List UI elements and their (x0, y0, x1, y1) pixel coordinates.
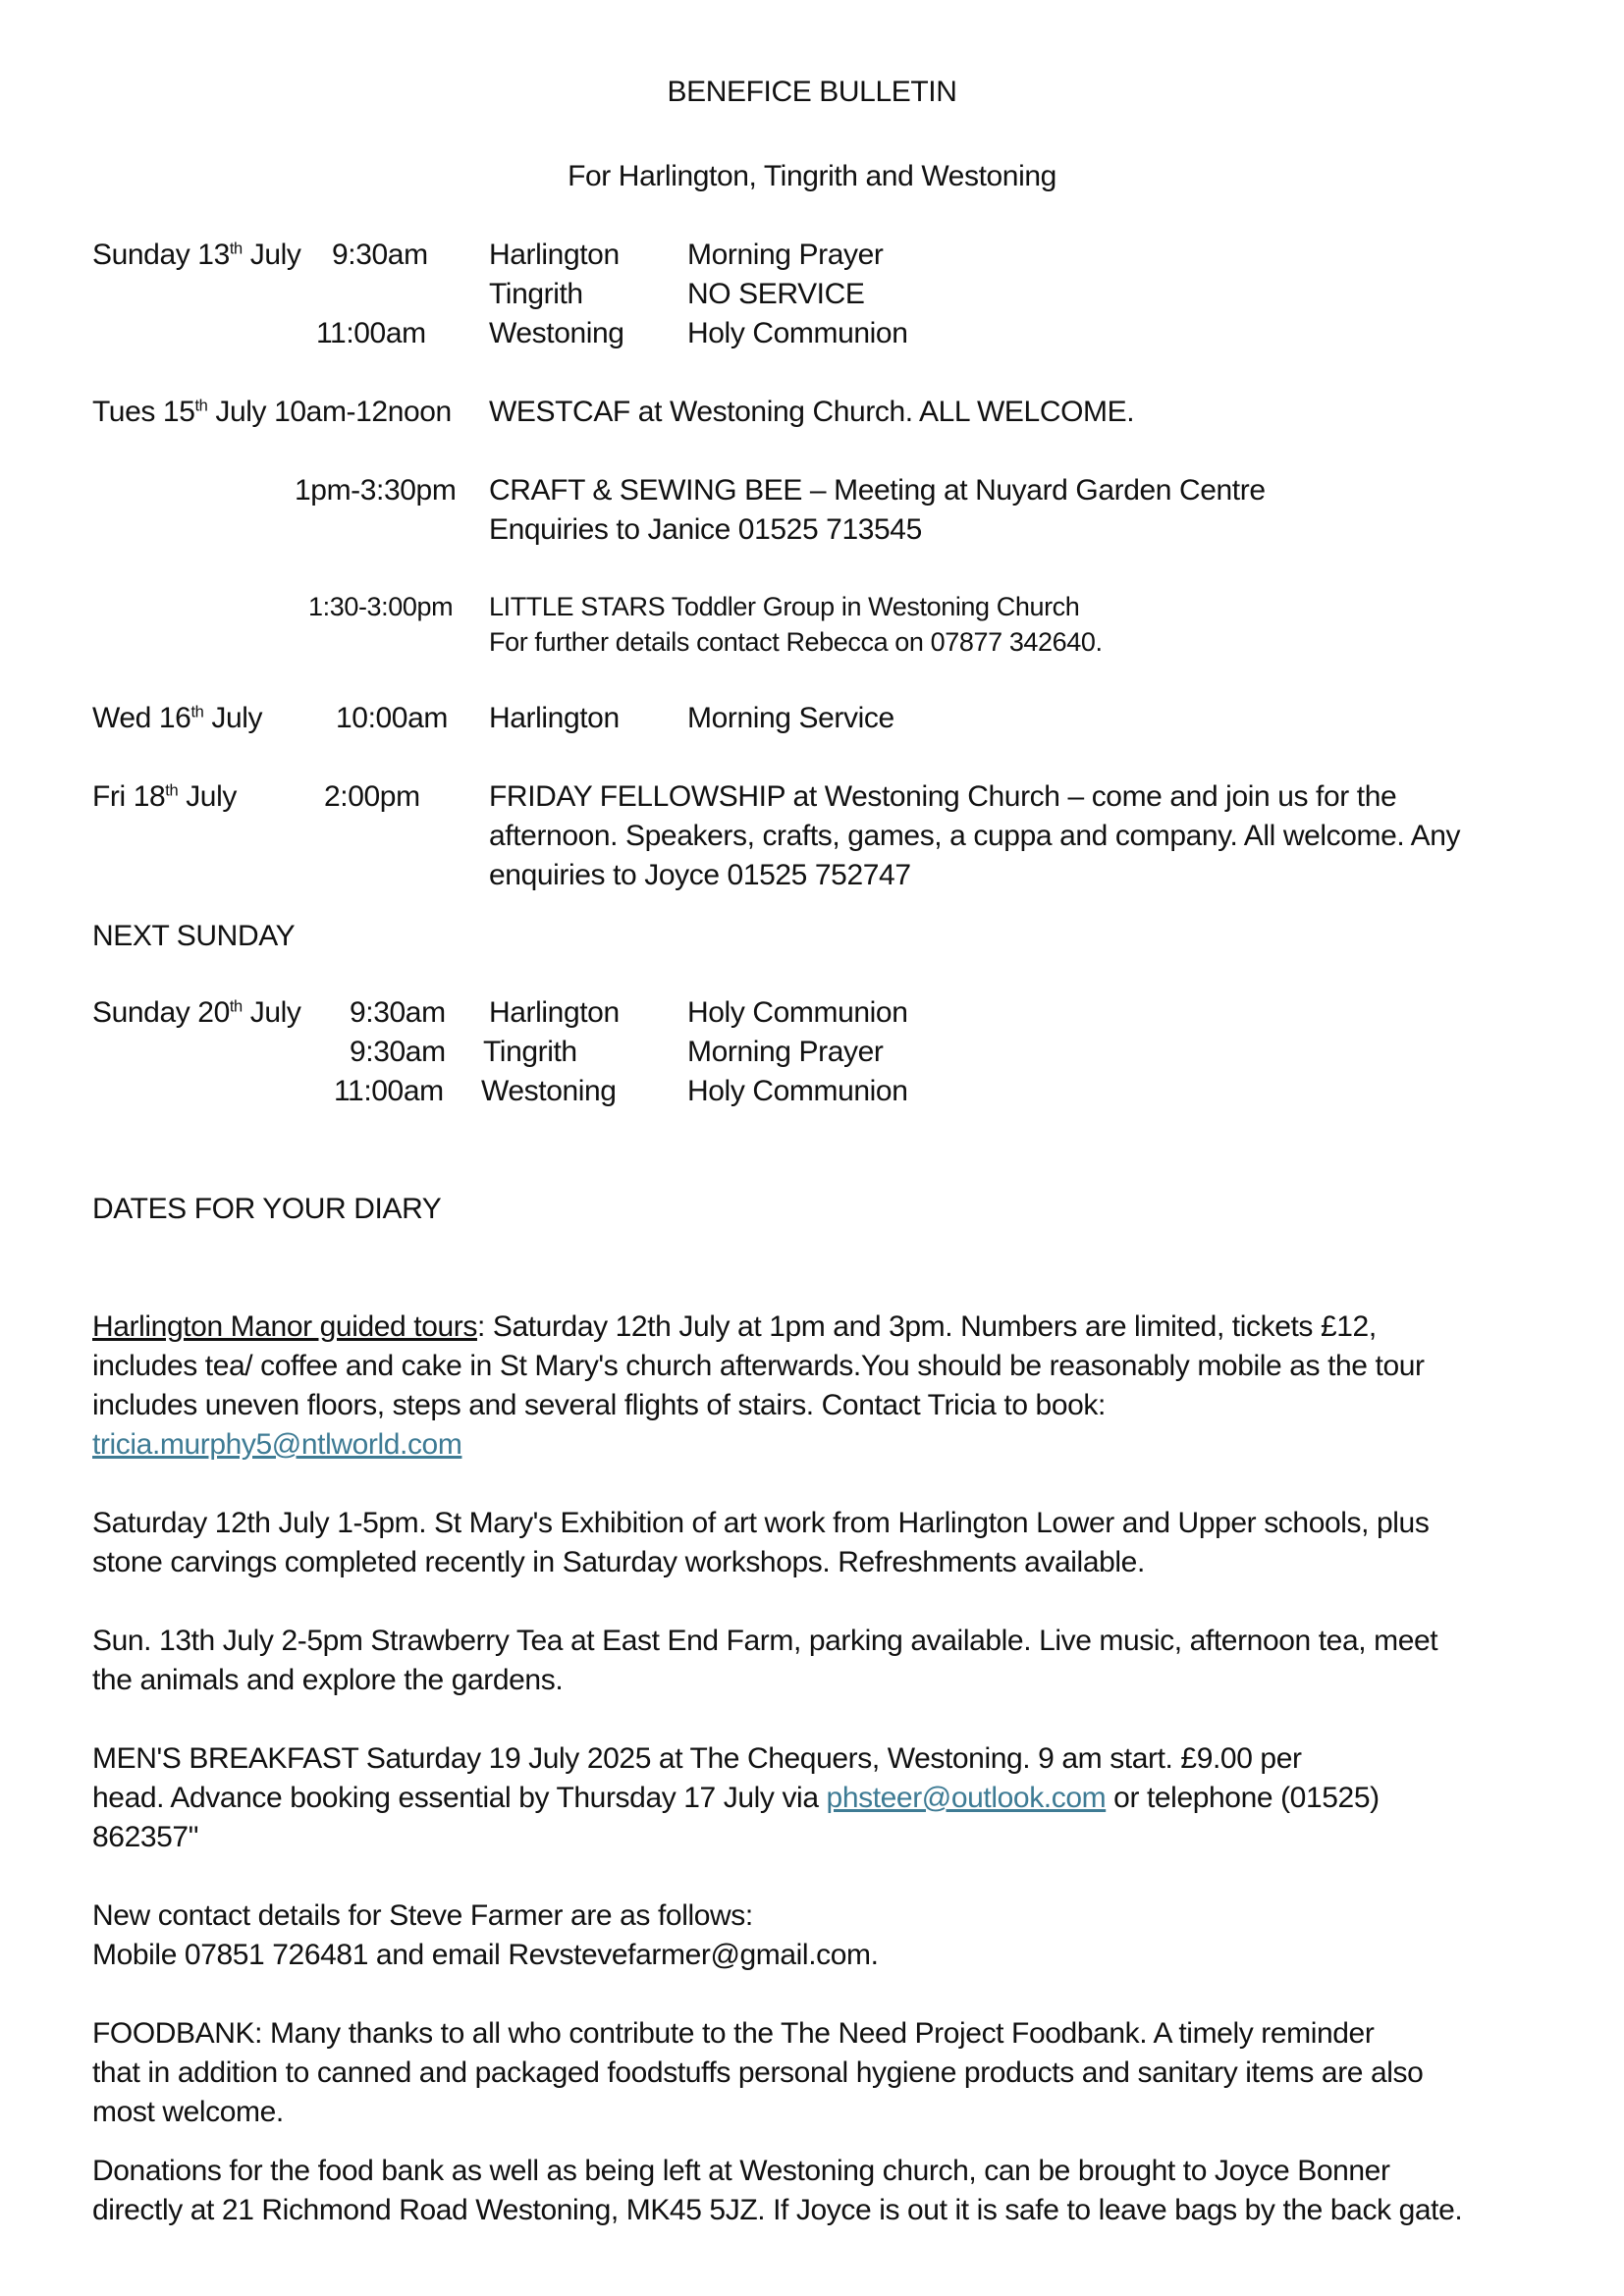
little-stars-event: LITTLE STARS Toddler Group in Westoning Church (489, 592, 1080, 621)
next-sunday-heading: NEXT SUNDAY (92, 920, 296, 952)
sunday13-time-3: 11:00am (316, 317, 426, 349)
diary-heading: DATES FOR YOUR DIARY (92, 1193, 442, 1225)
craft-contact: Enquiries to Janice 01525 713545 (489, 513, 922, 546)
sunday20-time-1: 9:30am (350, 996, 446, 1029)
sunday13-time-1: 9:30am (332, 239, 428, 271)
friday-fellowship-line2: afternoon. Speakers, crafts, games, a cuppa and company. All welcome. Any (489, 820, 1461, 852)
exhibition-paragraph: Saturday 12th July 1-5pm. St Mary's Exhibition of art work from Harlington Lower and Upper schools, plus stone carvings completed recently in Saturday workshops. Refreshments available. (92, 1507, 1430, 1578)
craft-time: 1pm-3:30pm (295, 474, 457, 507)
tours-paragraph: Harlington Manor guided tours: Saturday 12th July at 1pm and 3pm. Numbers are limited, tickets £12, includes tea/ coffee and cake in St Mary's church afterwards.You should be reasonably mobile as the tour includes uneven floors, steps and several flights of stairs. Contact Tricia to book: tricia.murphy5@ntlworld.com (92, 1310, 1425, 1461)
foodbank-paragraph: FOODBANK: Many thanks to all who contribute to the The Need Project Foodbank. A timely reminder that in addition to canned and packaged foodstuffs personal hygiene products and sanitary items are also most welcome. (92, 2017, 1424, 2128)
little-stars-time: 1:30-3:00pm (308, 592, 454, 621)
wed16-time: 10:00am (336, 702, 448, 734)
westcaf-event: WESTCAF at Westoning Church. ALL WELCOME. (489, 396, 1135, 428)
tricia-email-link[interactable]: tricia.murphy5@ntlworld.com (92, 1428, 462, 1461)
contact-details-paragraph: New contact details for Steve Farmer are as follows: Mobile 07851 726481 and email Revstevefarmer@gmail.com. (92, 1899, 879, 1971)
sunday20-time-3: 11:00am (334, 1075, 444, 1107)
sunday20-place-1: Harlington (489, 996, 620, 1029)
phsteer-email-link[interactable]: phsteer@outlook.com (826, 1782, 1107, 1814)
fri18-time: 2:00pm (324, 780, 420, 813)
fri18-date: Fri 18th July (92, 780, 237, 813)
sunday13-place-3: Westoning (489, 317, 624, 349)
sunday20-date: Sunday 20th July (92, 996, 301, 1029)
wed16-date: Wed 16th July (92, 702, 263, 734)
friday-fellowship-line3: enquiries to Joyce 01525 752747 (489, 859, 911, 891)
sunday13-service-1: Morning Prayer (687, 239, 884, 271)
sunday20-time-2: 9:30am (350, 1036, 446, 1068)
craft-event: CRAFT & SEWING BEE – Meeting at Nuyard Garden Centre (489, 474, 1266, 507)
sunday13-date: Sunday 13th July (92, 239, 301, 271)
sunday20-service-3: Holy Communion (687, 1075, 908, 1107)
sunday20-service-1: Holy Communion (687, 996, 908, 1029)
wed16-place: Harlington (489, 702, 620, 734)
sunday13-service-3: Holy Communion (687, 317, 908, 349)
donations-paragraph: Donations for the food bank as well as being left at Westoning church, can be brought to Joyce Bonner directly at 21 Richmond Road Westoning, MK45 5JZ. If Joyce is out it is safe to leave bags by the back gate. (92, 2155, 1463, 2226)
sunday13-service-2: NO SERVICE (687, 278, 865, 310)
tues15-date: Tues 15th July 10am-12noon (92, 396, 452, 428)
page-title: BENEFICE BULLETIN (667, 76, 957, 108)
tours-title: Harlington Manor guided tours (92, 1310, 477, 1343)
wed16-service: Morning Service (687, 702, 894, 734)
little-stars-contact: For further details contact Rebecca on 07877 342640. (489, 627, 1103, 657)
sunday20-service-2: Morning Prayer (687, 1036, 884, 1068)
sunday20-place-2: Tingrith (483, 1036, 577, 1068)
friday-fellowship-line1: FRIDAY FELLOWSHIP at Westoning Church – come and join us for the (489, 780, 1397, 813)
sunday13-place-2: Tingrith (489, 278, 583, 310)
mens-breakfast-paragraph: MEN'S BREAKFAST Saturday 19 July 2025 at The Chequers, Westoning. 9 am start. £9.00 per head. Advance booking essential by Thursday 17 July via phsteer@outlook.com or telephone (01525) 862357" (92, 1742, 1380, 1853)
page-subtitle: For Harlington, Tingrith and Westoning (568, 160, 1056, 192)
sunday20-place-3: Westoning (481, 1075, 617, 1107)
strawberry-tea-paragraph: Sun. 13th July 2-5pm Strawberry Tea at East End Farm, parking available. Live music, afternoon tea, meet the animals and explore the gardens. (92, 1625, 1438, 1696)
sunday13-place-1: Harlington (489, 239, 620, 271)
